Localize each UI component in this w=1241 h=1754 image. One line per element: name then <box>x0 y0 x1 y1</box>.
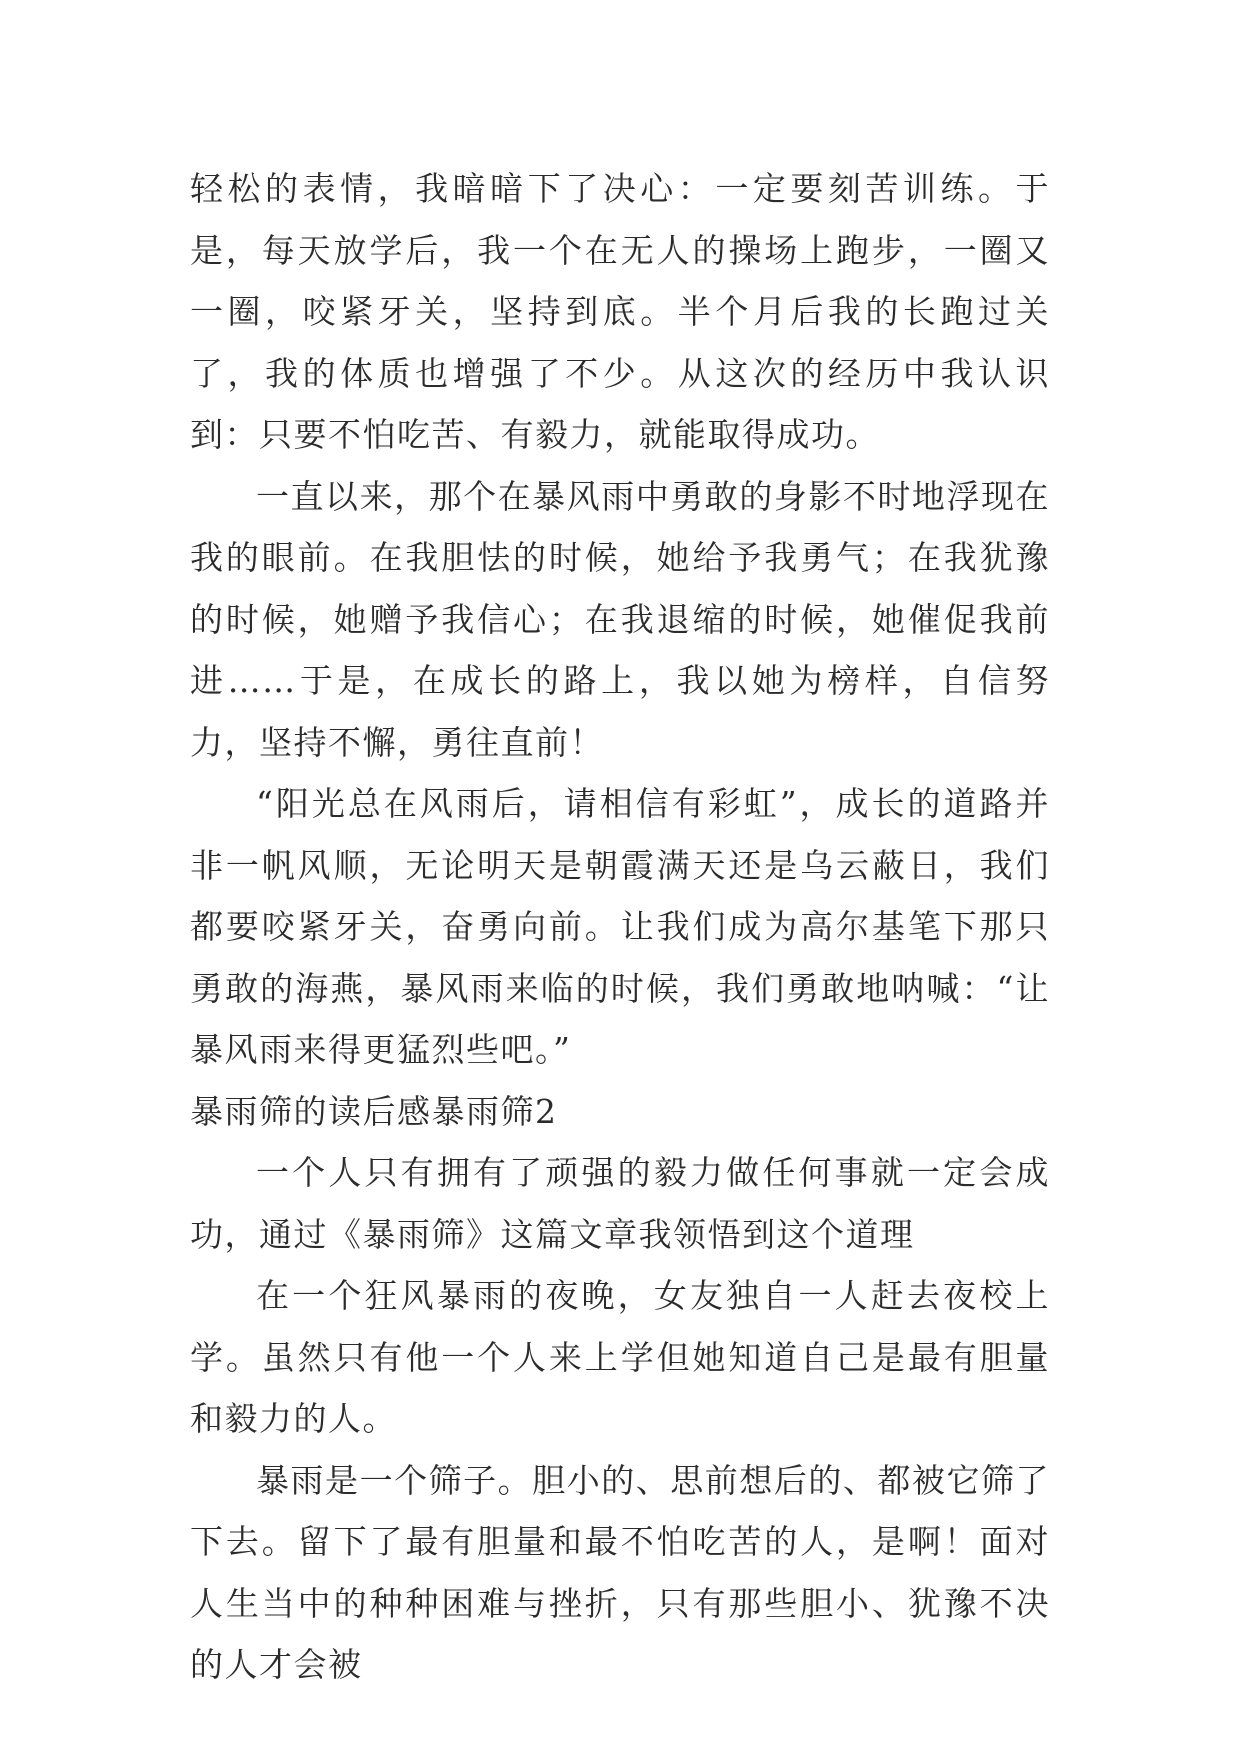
document-body <box>190 158 1050 1696</box>
paragraph-continuation: 轻松的表情，我暗暗下了决心：一定要刻苦训练。于是，每天放学后，我一个在无人的操场上跑步，一圈又一圈，咬紧牙关，坚持到底。半个月后我的长跑过关了，我的体质也增强了不少。从这次的经历中我认识到：只要不怕吃苦、有毅力，就能取得成功。 <box>190 169 1050 454</box>
section-heading: 暴雨筛的读后感暴雨筛2 <box>190 1091 558 1131</box>
paragraph-stormy-night: 在一个狂风暴雨的夜晚，女友独自一人赶去夜校上学。虽然只有他一个人来上学但她知道自己是最有胆量和毅力的人。 <box>190 1276 1050 1438</box>
paragraph-courage-figure: 一直以来，那个在暴风雨中勇敢的身影不时地浮现在我的眼前。在我胆怯的时候，她给予我勇气；在我犹豫的时候，她赠予我信心；在我退缩的时候，她催促我前进……于是，在成长的路上，我以她为榜样，自信努力，坚持不懈，勇往直前！ <box>190 476 1050 762</box>
paragraph-rain-sieve: 暴雨是一个筛子。胆小的、思前想后的、都被它筛了下去。留下了最有胆量和最不怕吃苦的人，是啊！面对人生当中的种种困难与挫折，只有那些胆小、犹豫不决的人才会被 <box>190 1460 1050 1684</box>
paragraph-rainbow-quote: “阳光总在风雨后，请相信有彩虹”，成长的道路并非一帆风顺，无论明天是朝霞满天还是乌云蔽日，我们都要咬紧牙关，奋勇向前。让我们成为高尔基笔下那只勇敢的海燕，暴风雨来临的时候，我们勇敢地呐喊：“让暴风雨来得更猛烈些吧。” <box>190 784 1050 1069</box>
paragraph-perseverance: 一个人只有拥有了顽强的毅力做任何事就一定会成功，通过《暴雨筛》这篇文章我领悟到这个道理 <box>190 1153 1050 1254</box>
